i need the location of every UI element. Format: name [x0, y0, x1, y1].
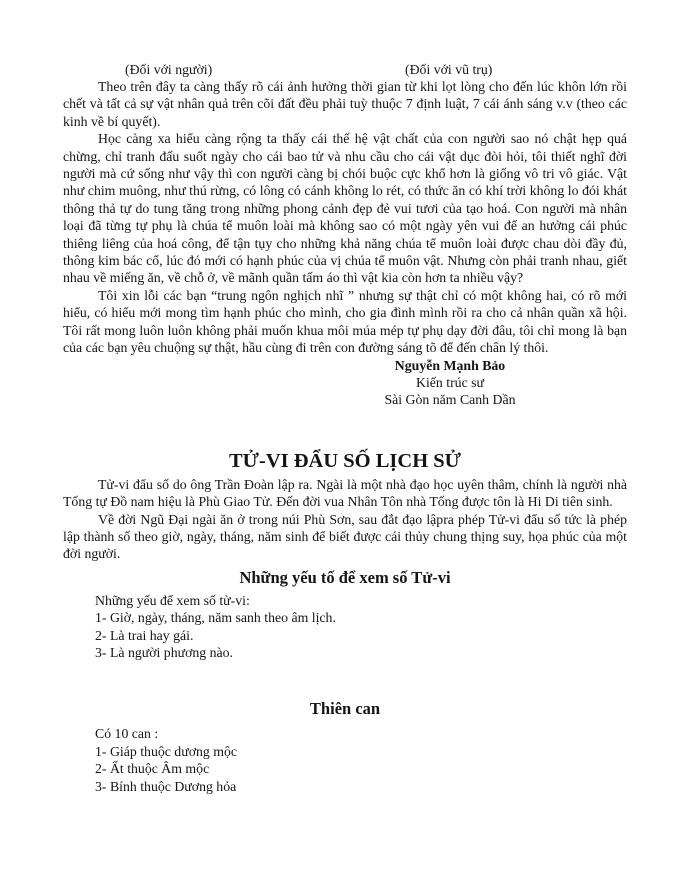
thien-can-item-1: 1- Giáp thuộc dương mộc: [95, 743, 237, 759]
intro-paragraph-3: Tôi xin lỗi các bạn “trung ngôn nghịch nhĩ ” nhưng sự thật chỉ có một không hai, có rõ mới hiểu, có hiểu mới mong tìm hạnh phúc cho mình, cho gia đình mình rồi ra cho cả nhân quần xã hội. Tôi rất mong luôn luôn không phải muốn khua môi múa mép tự phụ dạy đời đâu, tôi chỉ mong là bạn của các bạn yêu chuộng sự thật, hầu cùng đi trên con đường sáng tõ để đến chân lý thôi.: [63, 287, 627, 356]
thien-can-item-2: 2- Ất thuộc Âm mộc: [95, 761, 210, 777]
factors-item-1: 1- Giờ, ngày, tháng, năm sanh theo âm lịch.: [95, 610, 336, 626]
factors-item-2: 2- Là trai hay gái.: [95, 627, 194, 643]
thien-can-item-3: 3- Bính thuộc Dương hỏa: [95, 778, 237, 794]
annotation-left: (Đối với người): [125, 62, 213, 77]
intro-paragraph-2: Học càng xa hiểu càng rộng ta thấy cái thế hệ vật chất của con người sao nó chật hẹp quá chừng, chỉ tranh đấu suốt ngày cho cái bao tử và nhu cầu cho cái vật dục đòi hỏi, tôi thiết nghĩ đời người mà cứ sống như vậy thì con người càng bị chói buộc cực khổ hơn là giống vô tri vô giác. Vật như chim muông, như thú rừng, có lông có cánh không lo rét, có thức ăn có khí trời không lo đói khát thông thả tự do tung tăng trong những phong cảnh đẹp đẻ vui tươi của tạo hoá. Con người mà nhân loại đã từng tự phụ là chúa tể muôn loài mà không sao có một ngày yên vui để an hưởng cái phúc thiêng liêng của hoá công, để tận tụy cho những khả năng chúa tể muôn loài được chau dòi đầy đủ, thông kim bác cổ, lúc đó mới có hạnh phúc của vị chúa tể muôn vật. Nhưng còn phải tranh nhau, giết nhau về miếng ăn, về chỗ ở, về mãnh quần tấm áo thì vật kia còn hơn ta nhiều vậy?: [63, 131, 627, 286]
history-paragraph-1: Tử-vi đẩu số do ông Trần Đoàn lập ra. Ngài là một nhà đạo học uyên thâm, chính là người nhà Tống tự Đồ nam hiệu là Phù Giao Tử. Đến đời vua Nhân Tôn nhà Tống được tôn là Hi Di tiên sinh.: [63, 476, 627, 510]
signature-name: Nguyễn Mạnh Bảo: [394, 357, 506, 373]
factors-item-3: 3- Là người phương nào.: [95, 644, 233, 660]
signature-block: [335, 357, 565, 409]
history-paragraph-2: Về đời Ngũ Đại ngài ăn ở trong núi Phù Sơn, sau đắt đạo lậpra phép Tử-vi đẩu số tức là phép lập thành số theo giờ, ngày, tháng, năm sinh để biết được cái thủy chung thịng suy, họa phúc của một đời người.: [63, 511, 627, 562]
signature-place-year: Sài Gòn năm Canh Dần: [384, 392, 516, 408]
annotation-right: (Đối với vũ trụ): [405, 62, 493, 77]
thien-can-intro: Có 10 can :: [95, 726, 159, 742]
thien-can-list: [95, 725, 627, 795]
factors-section-title: Những yếu tố để xem số Tử-vi: [239, 567, 451, 587]
intro-paragraph-1: Theo trên đây ta càng thấy rõ cái ảnh hưởng thời gian từ khi lọt lòng cho đến lúc khôn lớn rồi chết và tất cả sự vật nhân quả trên cõi đất đều phải tuỳ thuộc 7 định luật, 7 cái ánh sáng v.v (theo các kinh về bí quyết).: [63, 79, 627, 129]
column-annotations: [63, 61, 627, 78]
history-section-title: TỬ-VI ĐẨU SỐ LỊCH SỬ: [229, 449, 461, 472]
factors-list: [95, 592, 627, 662]
signature-title: Kiến trúc sư: [415, 374, 484, 390]
factors-intro: Những yếu để xem số tử-vi:: [95, 592, 250, 608]
thien-can-section-title: Thiên can: [309, 699, 381, 719]
